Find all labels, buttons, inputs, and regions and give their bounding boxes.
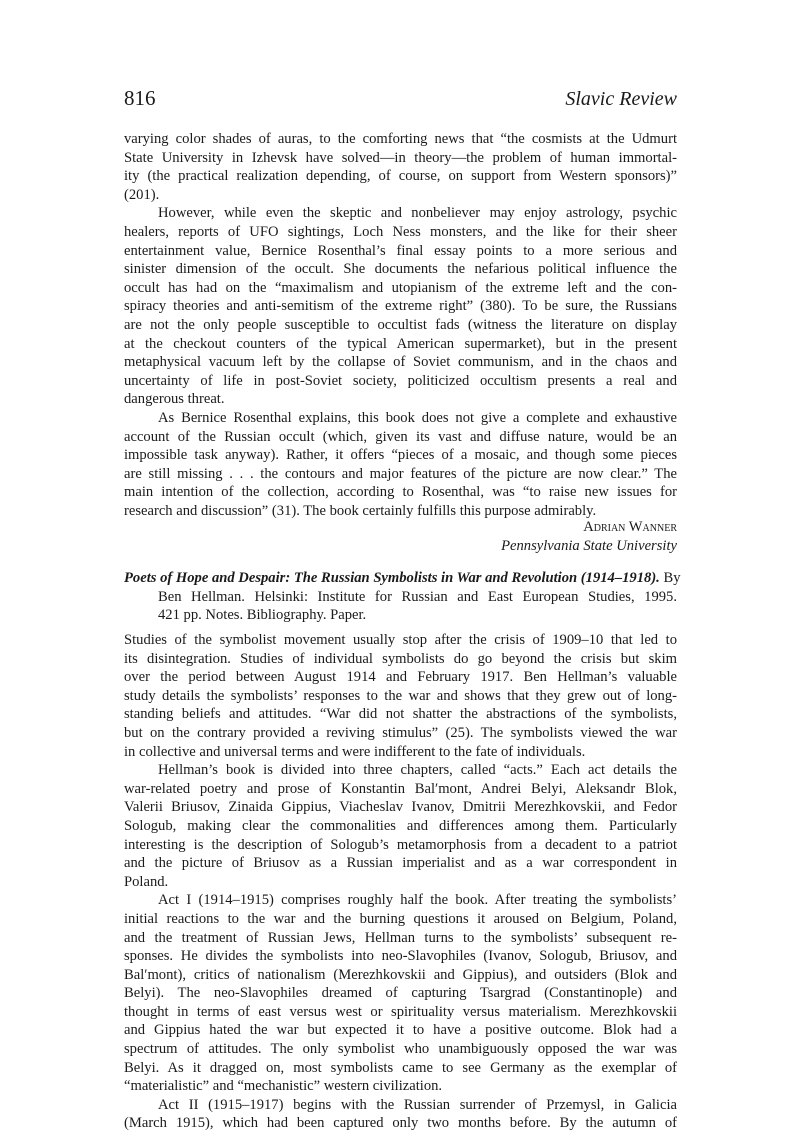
text-line: sinister dimension of the occult. She documents the nefarious political influence the <box>124 261 677 278</box>
text-line: dangerous threat. <box>124 391 225 408</box>
text-line: interesting is the description of Sologub’s metamorphosis from a decadent to a patriot <box>124 836 677 853</box>
text-line: are not the only people susceptible to occultist fads (witness the literature on display <box>124 316 677 333</box>
book-title: Poets of Hope and Despair: The Russian Symbolists in War and Revolution (1914–1918). <box>124 570 660 586</box>
text-line: study details the symbolists’ responses to the war and shows that they grew out of long- <box>124 687 677 704</box>
text-line: However, while even the skeptic and nonbeliever may enjoy astrology, psychic <box>158 205 677 222</box>
paragraph <box>124 204 677 409</box>
text-line: and the picture of Briusov as a Russian imperialist and as a war correspondent in <box>124 855 677 872</box>
text-line: Bal′mont), critics of nationalism (Merezhkovskii and Gippius), and outsiders (Blok and <box>124 966 677 983</box>
text-line: war-related poetry and prose of Konstantin Bal′mont, Andrei Belyi, Aleksandr Blok, <box>124 780 677 797</box>
text-line: impossible task anyway). Rather, it offers “pieces of a mosaic, and though some pieces <box>124 447 677 464</box>
text-line: Belyi). The neo-Slavophiles dreamed of capturing Tsargrad (Constantinople) and <box>124 985 677 1002</box>
text-line: thought in terms of east versus west or spirituality versus materialism. Merezhkovskii <box>124 1003 677 1020</box>
text-line: Hellman’s book is divided into three chapters, called “acts.” Each act details the <box>158 762 677 779</box>
text-line: uncertainty of life in post-Soviet society, politicized occultism presents a real and <box>124 372 677 389</box>
review-2 <box>124 631 677 1133</box>
paragraph <box>124 761 677 891</box>
paragraph <box>124 1096 677 1133</box>
text-line: initial reactions to the war and the burning questions it aroused on Belgium, Poland, <box>124 910 677 927</box>
review-1 <box>124 130 677 520</box>
text-line: occult has had on the “maximalism and utopianism of the extreme left and the con- <box>124 279 677 296</box>
text-line: healers, reports of UFO sightings, Loch Ness monsters, and the like for their sheer <box>124 223 677 240</box>
citation-line-2: Ben Hellman. Helsinki: Institute for Russian and East European Studies, 1995. <box>158 588 677 605</box>
text-line: (201). <box>124 186 160 203</box>
text-line: Sologub, making clear the commonalities and differences among them. Particularly <box>124 817 677 834</box>
text-line: Act I (1914–1915) comprises roughly half the book. After treating the symbolists’ <box>158 892 677 909</box>
text-line: and the treatment of Russian Jews, Hellman turns to the symbolists’ subsequent re- <box>124 929 677 946</box>
reviewer-affiliation: Pennsylvania State University <box>501 537 677 554</box>
page-number: 816 <box>124 86 156 110</box>
text-line: account of the Russian occult (which, given its vast and diffuse nature, would be an <box>124 428 677 445</box>
text-line: As Bernice Rosenthal explains, this book does not give a complete and exhaustive <box>158 409 677 426</box>
text-line: Act II (1915–1917) begins with the Russian surrender of Przemysl, in Galicia <box>158 1096 677 1113</box>
citation-line-1 <box>124 569 681 588</box>
text-line: its disintegration. Studies of individual symbolists do go beyond the crisis but skim <box>124 650 677 667</box>
text-line: in collective and universal terms and were indifferent to the fate of individuals. <box>124 743 586 760</box>
text-line: sponses. He divides the symbolists into neo-Slavophiles (Ivanov, Sologub, Briusov, and <box>124 948 677 965</box>
text-line: spectrum of attitudes. The only symbolist who unambiguously opposed the war was <box>124 1041 677 1058</box>
paragraph <box>124 130 677 204</box>
reviewer-name: Adrian Wanner <box>583 519 677 535</box>
paragraph <box>124 631 677 761</box>
text-line: (March 1915), which had been captured only two months before. By the autumn of <box>124 1115 677 1132</box>
text-line: metaphysical vacuum left by the collapse of Soviet communism, and in the chaos and <box>124 354 677 371</box>
text-line: Poland. <box>124 873 169 890</box>
citation-line-3: 421 pp. Notes. Bibliography. Paper. <box>158 607 367 624</box>
text-line: over the period between August 1914 and February 1917. Ben Hellman’s valuable <box>124 669 677 686</box>
journal-title: Slavic Review <box>565 88 677 110</box>
text-line: spiracy theories and anti-semitism of the extreme right” (380). To be sure, the Russians <box>124 298 677 315</box>
text-line: Belyi. As it dragged on, most symbolists came to see Germany as the exemplar of <box>124 1059 677 1076</box>
book-citation <box>124 569 681 625</box>
text-line: “materialistic” and “mechanistic” western civilization. <box>124 1078 443 1095</box>
text-line: entertainment value, Bernice Rosenthal’s final essay points to a more serious and <box>124 242 677 259</box>
text-line: varying color shades of auras, to the comforting news that “the cosmists at the Udmurt <box>124 131 677 147</box>
text-line: are still missing . . . the contours and major features of the picture are now clear.” The <box>124 465 677 482</box>
text-line: State University in Izhevsk have solved—in theory—the problem of human immortal- <box>124 149 677 166</box>
text-line: main intention of the collection, according to Rosenthal, was “to raise new issues for <box>124 484 677 501</box>
text-line: at the checkout counters of the typical American supermarket), but in the present <box>124 335 677 352</box>
text-line: but on the contrary provided a reviving stimulus” (25). The symbolists viewed the war <box>124 724 677 741</box>
paragraph <box>124 409 677 521</box>
text-line: research and discussion” (31). The book certainly fulfills this purpose admirably. <box>124 502 597 519</box>
text-line: Studies of the symbolist movement usually stop after the crisis of 1909–10 that led to <box>124 632 677 648</box>
paragraph <box>124 891 677 1096</box>
reviewer-signature <box>124 518 677 555</box>
text-line: Valerii Briusov, Zinaida Gippius, Viacheslav Ivanov, Dmitrii Merezhkovskii, and Fedor <box>124 799 677 816</box>
text-line: standing beliefs and attitudes. “War did not shatter the abstractions of the symbolists, <box>124 706 677 723</box>
text-line: ity (the practical realization depending, of course, on support from Western sponsors)” <box>124 168 677 185</box>
citation-by: By <box>659 570 681 586</box>
text-line: and Gippius hated the war but expected it to have a positive outcome. Blok had a <box>124 1022 677 1039</box>
